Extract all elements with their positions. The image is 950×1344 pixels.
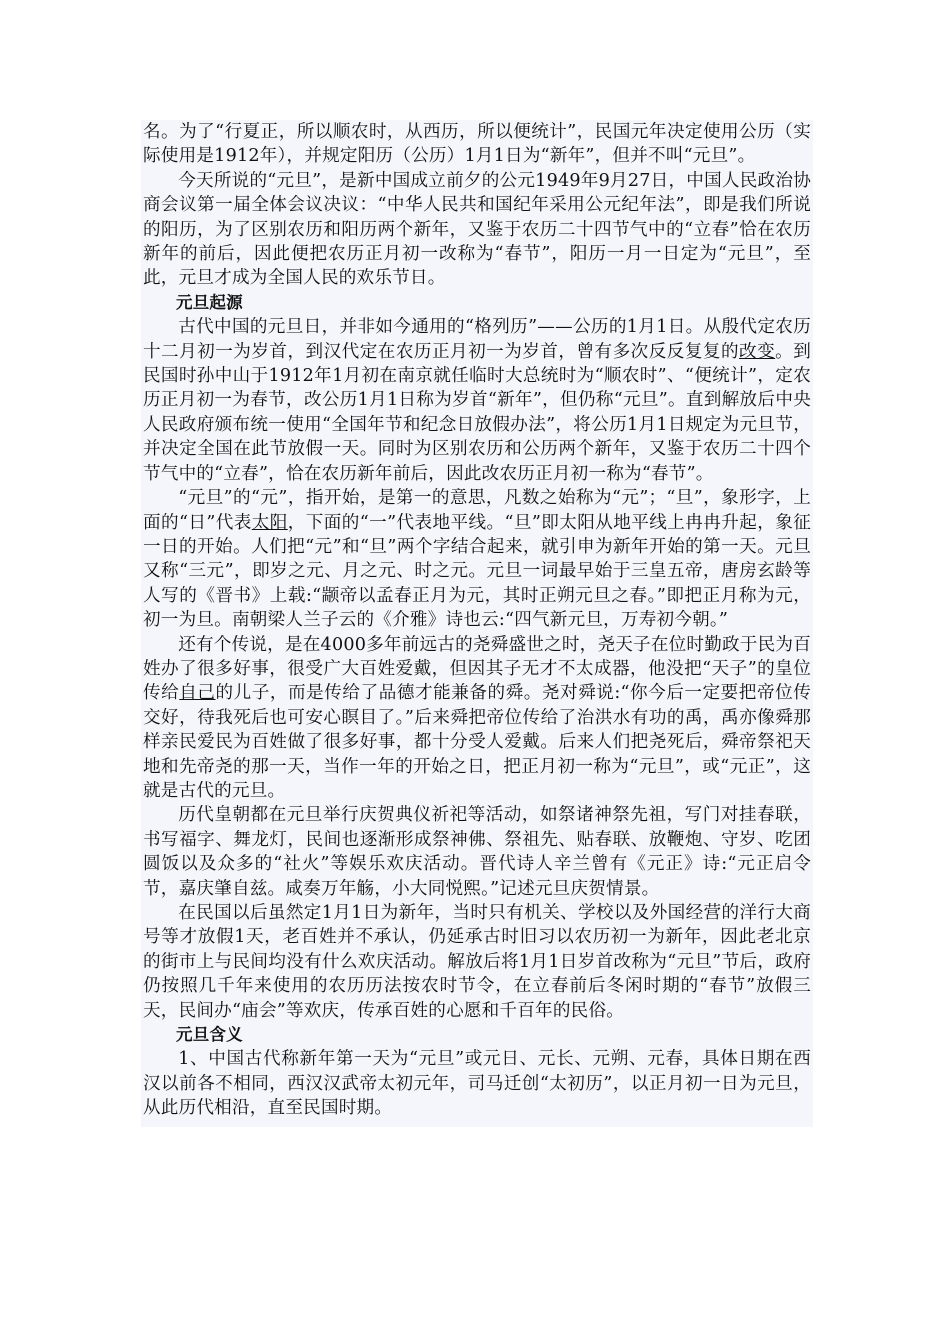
section-heading-meaning: 元旦含义 <box>176 1025 243 1045</box>
paragraph-meaning-of-characters <box>143 486 811 632</box>
link-ziji[interactable]: 自己 <box>179 683 216 704</box>
paragraph-continuation: 名。为了“行夏正，所以顺农时，从西历，所以便统计”，民国元年决定使用公历（实际使用是1912年），并规定阳历（公历）1月1日为“新年”，但并不叫“元旦”。 <box>143 122 811 167</box>
paragraph-characters-text-a: “元旦”的“元”，指开始，是第一的意思，凡数之始称为“元”；“旦”，象形字，上面的“日”代表 <box>143 488 811 533</box>
paragraph-origin-text-b: 。到民国时孙中山于1912年1月初在南京就任临时大总统时为“顺农时”、“便统计”，定农历正月初一为春节，改公历1月1日称为岁首“新年”，但仍称“元旦”。直到解放后中央人民政府颁布统一使用“全国年节和纪念日放假办法”，将公历1月1日规定为元旦节，并决定全国在此节放假一天。同时为区别农历和公历两个新年，又鉴于农历二十四个节气中的“立春”，恰在农历新年前后，因此改农历正月初一称为“春节”。 <box>143 341 811 484</box>
paragraph-origin <box>143 315 811 486</box>
paragraph-legend-text-b: 的儿子，而是传给了品德才能兼备的舜。尧对舜说:“你今后一定要把帝位传交好，待我死后也可安心瞑目了。”后来舜把帝位传给了治洪水有功的禹，禹亦像舜那样亲民爱民为百姓做了很多好事，都十分受人爱戴。后来人们把尧死后，舜帝祭祀天地和先帝尧的那一天，当作一年的开始之日，把正月初一称为“元旦”，或“元正”，这就是古代的元旦。 <box>143 683 811 801</box>
paragraph-characters-text-b: ，下面的“一”代表地平线。“旦”即太阳从地平线上冉冉升起，象征一日的开始。人们把“元”和“旦”两个字结合起来，就引申为新年开始的第一天。元旦又称“三元”，即岁之元、月之元、时之元。元旦一词最早始于三皇五帝，唐房玄龄等人写的《晋书》上载:“颛帝以孟春正月为元，其时正朔元旦之春。”即把正月称为元，初一为旦。南朝梁人兰子云的《介雅》诗也云:“四气新元旦，万寿初今朝。” <box>143 512 811 631</box>
paragraph-legend <box>143 633 811 804</box>
paragraph-republic: 在民国以后虽然定1月1日为新年，当时只有机关、学校以及外国经营的洋行大商号等才放假1天，老百姓并不承认，仍延承古时旧习以农历初一为新年，因此老北京的街市上与民间均没有什么欢庆活动。解放后将1月1日岁首改称为“元旦”节后，政府仍按照几千年来使用的农历历法按农时节令，在立春前后冬闲时期的“春节”放假三天，民间办“庙会”等欢庆，传承百姓的心愿和千百年的民俗。 <box>143 903 811 1021</box>
paragraph-origin-text-a: 古代中国的元旦日，并非如今通用的“格列历”——公历的1月1日。从殷代定农历十二月初一为岁首，到汉代定在农历正月初一为岁首，曾有多次反反复复的 <box>143 317 811 362</box>
link-taiyang[interactable]: 太阳 <box>251 512 288 533</box>
link-gaibian[interactable]: 改变 <box>739 341 776 362</box>
paragraph-meaning-1: 1、中国古代称新年第一天为“元旦”或元日、元长、元朔、元春，具体日期在西汉以前各不相同，西汉汉武帝太初元年，司马迁创“太初历”，以正月初一日为元旦，从此历代相沿，直至民国时期。 <box>143 1049 811 1119</box>
article-body <box>141 120 813 1127</box>
paragraph-modern-yuandan: 今天所说的“元旦”，是新中国成立前夕的公元1949年9月27日，中国人民政治协商会议第一届全体会议决议：“中华人民共和国纪年采用公元纪年法”，即是我们所说的阳历，为了区别农历和阳历两个新年，又鉴于农历二十四节气中的“立春”恰在农历新年的前后，因此便把农历正月初一改称为“春节”，阳历一月一日定为“元旦”，至此，元旦才成为全国人民的欢乐节日。 <box>143 170 811 289</box>
paragraph-dynasties: 历代皇朝都在元旦举行庆贺典仪祈祀等活动，如祭诸神祭先祖，写门对挂春联，书写福字、舞龙灯，民间也逐渐形成祭神佛、祭祖先、贴春联、放鞭炮、守岁、吃团圆饭以及众多的“社火”等娱乐欢庆活动。晋代诗人辛兰曾有《元正》诗:“元正启令节，嘉庆肇自兹。咸奏万年觞，小大同悦熙。”记述元旦庆贺情景。 <box>143 805 811 899</box>
section-heading-origin: 元旦起源 <box>176 292 243 312</box>
paragraph-legend-text-a: 还有个传说，是在4000多年前远古的尧舜盛世之时，尧天子在位时勤政于民为百姓办了很多好事，很受广大百姓爱戴，但因其子无才不太成器，他没把“天子”的皇位传给 <box>143 634 811 704</box>
